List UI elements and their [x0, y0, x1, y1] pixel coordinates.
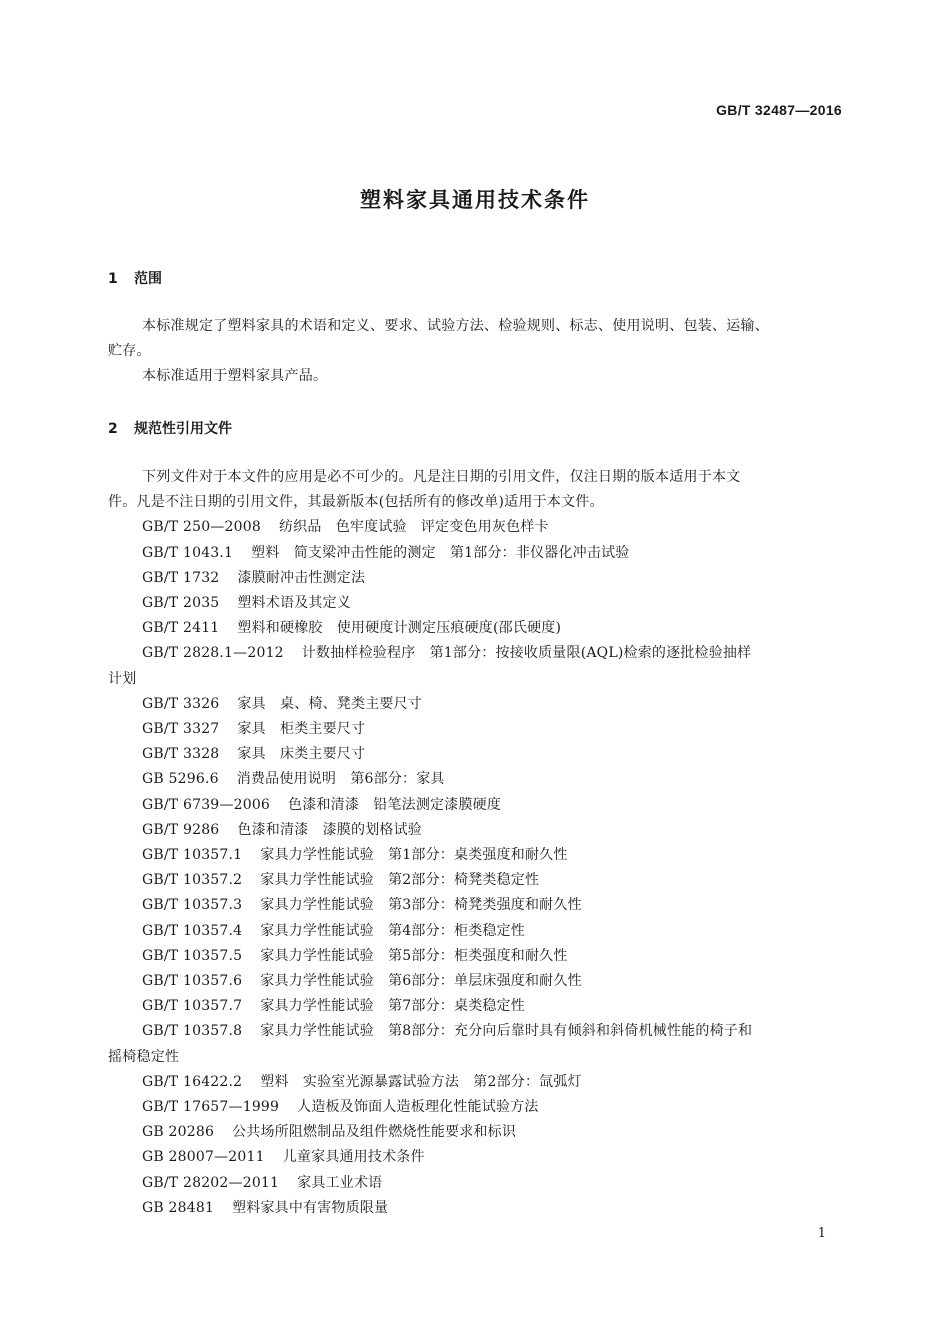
- reference-code: GB 20286: [142, 1124, 215, 1141]
- reference-code: GB 28007—2011: [142, 1149, 265, 1166]
- reference-continuation: 计划: [108, 670, 137, 687]
- reference-title: 公共场所阻燃制品及组件燃烧性能要求和标识: [232, 1124, 517, 1141]
- reference-title: 家具 床类主要尺寸: [237, 746, 366, 763]
- reference-item: [108, 641, 844, 666]
- reference-title: 消费品使用说明 第6部分：家具: [236, 771, 445, 788]
- reference-title: 家具 柜类主要尺寸: [237, 721, 366, 738]
- reference-code: GB/T 10357.4: [142, 922, 243, 939]
- reference-title: 家具力学性能试验 第1部分：桌类强度和耐久性: [260, 847, 568, 864]
- reference-title: 儿童家具通用技术条件: [282, 1149, 425, 1166]
- reference-code: GB/T 10357.2: [142, 872, 243, 889]
- intro-line: 件。凡是不注日期的引用文件，其最新版本(包括所有的修改单)适用于本文件。: [108, 494, 604, 511]
- paragraph-line: 本标准规定了塑料家具的术语和定义、要求、试验方法、检验规则、标志、使用说明、包装、运输、: [142, 318, 769, 334]
- reference-title: 塑料 简支梁冲击性能的测定 第1部分：非仪器化冲击试验: [251, 544, 630, 561]
- reference-title: 漆膜耐冲击性测定法: [237, 569, 366, 586]
- reference-item: [108, 1019, 844, 1044]
- section-number: 1: [108, 271, 118, 287]
- reference-title: 色漆和清漆 铅笔法测定漆膜硬度: [288, 796, 502, 813]
- reference-code: GB/T 10357.7: [142, 998, 243, 1015]
- reference-code: GB/T 10357.8: [142, 1023, 243, 1040]
- reference-title: 家具力学性能试验 第7部分：桌类稳定性: [260, 998, 525, 1015]
- reference-code: GB/T 1732: [142, 569, 220, 586]
- reference-title: 人造板及饰面人造板理化性能试验方法: [297, 1099, 539, 1116]
- reference-title: 色漆和清漆 漆膜的划格试验: [237, 821, 423, 838]
- reference-title: 纺织品 色牢度试验 评定变色用灰色样卡: [278, 519, 549, 536]
- reference-title: 塑料 实验室光源暴露试验方法 第2部分：氙弧灯: [260, 1073, 582, 1090]
- reference-item: [108, 591, 844, 616]
- reference-code: GB/T 1043.1: [142, 544, 234, 561]
- reference-item: [108, 717, 844, 742]
- reference-code: GB/T 2411: [142, 620, 220, 637]
- reference-code: GB/T 10357.5: [142, 947, 243, 964]
- reference-item: [108, 1196, 844, 1221]
- reference-title: 计数抽样检验程序 第1部分：按接收质量限(AQL)检索的逐批检验抽样: [301, 645, 752, 662]
- reference-code: GB 28481: [142, 1199, 215, 1216]
- reference-title: 家具力学性能试验 第2部分：椅凳类稳定性: [260, 872, 540, 889]
- reference-item: [108, 919, 844, 944]
- reference-code: GB/T 3327: [142, 721, 220, 738]
- reference-title: 家具 桌、椅、凳类主要尺寸: [237, 695, 423, 712]
- reference-title: 家具力学性能试验 第6部分：单层床强度和耐久性: [260, 973, 582, 990]
- reference-item: [108, 692, 844, 717]
- reference-title: 塑料和硬橡胶 使用硬度计测定压痕硬度(邵氏硬度): [237, 620, 562, 637]
- reference-code: GB/T 3328: [142, 746, 220, 763]
- reference-item: [108, 994, 844, 1019]
- document-title: 塑料家具通用技术条件: [360, 188, 590, 212]
- section-2-body: [108, 465, 844, 1221]
- reference-item: [108, 843, 844, 868]
- reference-code: GB/T 2035: [142, 595, 220, 612]
- reference-title: 塑料家具中有害物质限量: [232, 1199, 389, 1216]
- section-1-body: [108, 314, 844, 390]
- section-title: 范围: [134, 271, 162, 287]
- intro-line: 下列文件对于本文件的应用是必不可少的。凡是注日期的引用文件，仅注日期的版本适用于本文: [142, 469, 741, 485]
- reference-title: 家具力学性能试验 第4部分：柜类稳定性: [260, 922, 525, 939]
- reference-code: GB/T 16422.2: [142, 1073, 243, 1090]
- reference-item: [108, 1145, 844, 1170]
- reference-item: [108, 515, 844, 540]
- reference-code: GB/T 9286: [142, 821, 220, 838]
- reference-code: GB/T 10357.1: [142, 847, 243, 864]
- reference-item: [108, 793, 844, 818]
- reference-code: GB/T 28202—2011: [142, 1174, 280, 1191]
- reference-title: 塑料术语及其定义: [237, 595, 352, 612]
- reference-item: [108, 969, 844, 994]
- reference-item: [108, 944, 844, 969]
- section-number: 2: [108, 421, 118, 437]
- reference-item: [108, 566, 844, 591]
- reference-continuation: 摇椅稳定性: [108, 1048, 180, 1065]
- standard-code: GB/T 32487—2016: [716, 102, 842, 118]
- reference-code: GB/T 17657—1999: [142, 1099, 280, 1116]
- reference-title: 家具力学性能试验 第3部分：椅凳类强度和耐久性: [260, 897, 582, 914]
- reference-item: [108, 1171, 844, 1196]
- section-title: 规范性引用文件: [134, 421, 232, 437]
- reference-item: [108, 1120, 844, 1145]
- reference-item: [108, 742, 844, 767]
- reference-code: GB/T 3326: [142, 695, 220, 712]
- reference-code: GB/T 10357.3: [142, 897, 243, 914]
- reference-code: GB/T 2828.1—2012: [142, 645, 284, 662]
- paragraph-line: 贮存。: [108, 343, 151, 360]
- reference-item: [108, 893, 844, 918]
- reference-item: [108, 1070, 844, 1095]
- page-number: 1: [817, 1226, 826, 1241]
- section-2-heading: [108, 418, 232, 438]
- reference-code: GB/T 6739—2006: [142, 796, 271, 813]
- reference-item: [108, 818, 844, 843]
- reference-code: GB/T 250—2008: [142, 519, 261, 536]
- reference-code: GB 5296.6: [142, 771, 219, 788]
- reference-list: [108, 515, 844, 1221]
- reference-title: 家具工业术语: [297, 1174, 383, 1191]
- section-1-heading: [108, 268, 162, 288]
- reference-item: [108, 767, 844, 792]
- reference-item: [108, 616, 844, 641]
- reference-item: [108, 541, 844, 566]
- reference-item: [108, 868, 844, 893]
- reference-title: 家具力学性能试验 第5部分：柜类强度和耐久性: [260, 947, 568, 964]
- reference-item: [108, 1095, 844, 1120]
- reference-code: GB/T 10357.6: [142, 973, 243, 990]
- paragraph-line: 本标准适用于塑料家具产品。: [142, 368, 328, 385]
- reference-title: 家具力学性能试验 第8部分：充分向后靠时具有倾斜和斜倚机械性能的椅子和: [260, 1023, 753, 1040]
